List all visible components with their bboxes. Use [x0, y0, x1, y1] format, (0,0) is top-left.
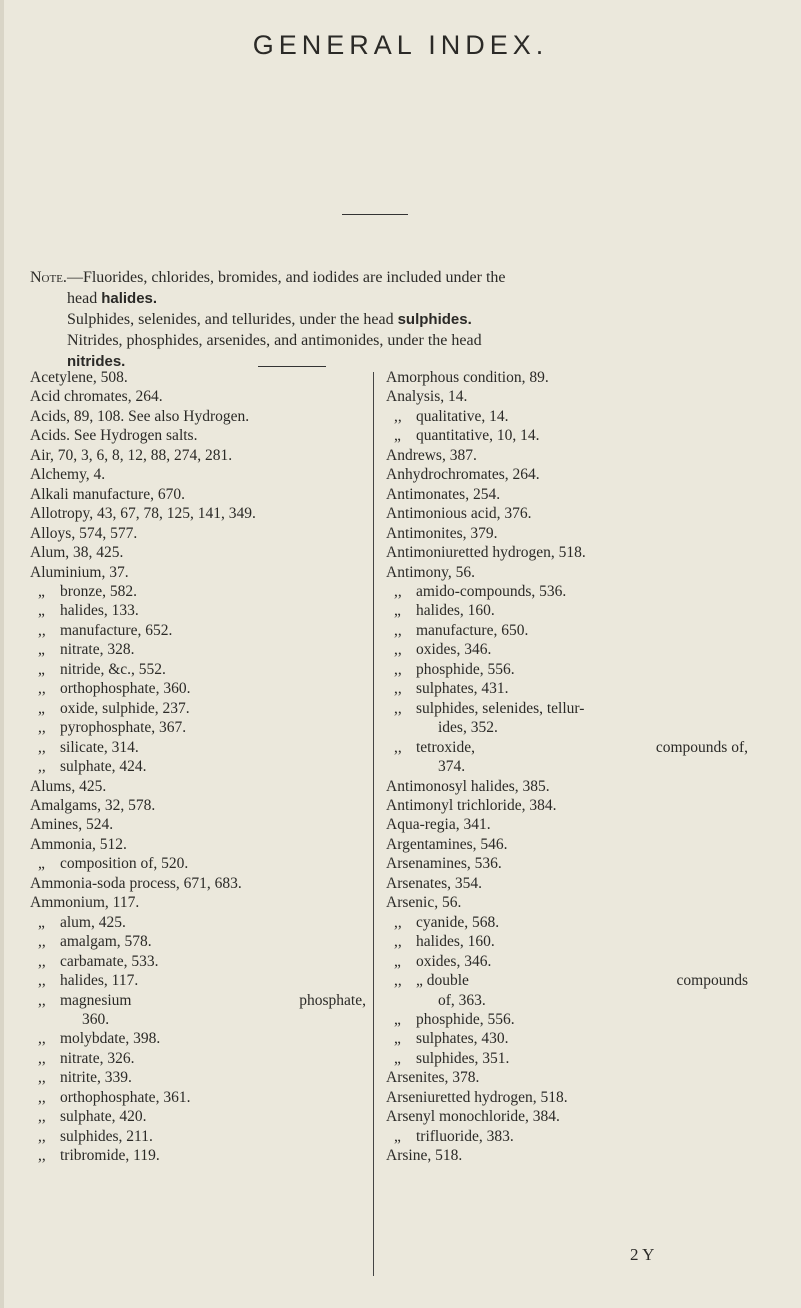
ditto-mark: „ — [394, 1010, 401, 1028]
index-subentry — [30, 913, 366, 932]
ditto-mark: ,, — [38, 1127, 46, 1145]
index-entry: Ammonia, 512. — [30, 835, 127, 853]
ditto-mark: ,, — [394, 641, 402, 659]
index-entry: Arsine, 518. — [386, 1147, 463, 1165]
index-subentry-text: nitrate, 326. — [60, 1049, 135, 1067]
ditto-mark: ,, — [38, 719, 46, 737]
index-entry: Alloys, 574, 577. — [30, 524, 138, 542]
index-subentry-text-part: „ double — [416, 972, 469, 990]
index-entry-continuation: 374. — [438, 758, 466, 776]
ditto-mark: ,, — [38, 621, 46, 639]
index-subentry — [30, 854, 366, 873]
index-entry-continuation: of, 363. — [438, 991, 486, 1009]
index-entry: Acids, 89, 108. See also Hydrogen. — [30, 407, 250, 425]
index-subentry-text — [416, 971, 748, 990]
index-entry: Alum, 38, 425. — [30, 544, 124, 562]
index-subentry-text: sulphides, selenides, tellur- — [416, 699, 585, 717]
index-subentry-text: molybdate, 398. — [60, 1030, 161, 1048]
index-subentry — [386, 699, 748, 718]
index-subentry-text: halides, 133. — [60, 602, 139, 620]
ditto-mark: „ — [38, 641, 45, 659]
index-subentry — [30, 991, 366, 1010]
index-entry-continuation: 360. — [82, 1010, 110, 1028]
note-line-1: Note.—Fluorides, chlorides, bromides, and iodides are included under the — [30, 269, 506, 286]
index-subentry — [386, 1127, 748, 1146]
ditto-mark: „ — [394, 1049, 401, 1067]
index-subentry — [386, 407, 748, 426]
index-entry: Antimonious acid, 376. — [386, 505, 532, 523]
index-subentry-text: halides, 117. — [60, 972, 139, 990]
index-entry: Amorphous condition, 89. — [386, 369, 549, 386]
index-subentry-text: sulphates, 431. — [416, 680, 509, 698]
index-subentry — [386, 621, 748, 640]
ditto-mark: ,, — [38, 1069, 46, 1087]
ditto-mark: ,, — [394, 407, 402, 425]
index-entry: Antimonites, 379. — [386, 524, 498, 542]
index-subentry — [386, 679, 748, 698]
note-line-3: Sulphides, selenides, and tellurides, under the head sulphides. — [67, 311, 472, 328]
index-subentry — [386, 426, 748, 445]
index-note — [30, 267, 790, 372]
index-subentry-text-part: phosphate, — [299, 991, 366, 1009]
index-subentry-text: nitrate, 328. — [60, 641, 135, 659]
index-subentry — [386, 1049, 748, 1068]
index-subentry-text-part: magnesium — [60, 991, 132, 1009]
index-subentry — [30, 1088, 366, 1107]
index-entry: Allotropy, 43, 67, 78, 125, 141, 349. — [30, 505, 256, 523]
index-subentry — [30, 601, 366, 620]
index-subentry-text: sulphates, 430. — [416, 1030, 509, 1048]
index-subentry — [30, 660, 366, 679]
index-subentry-text-part: compounds of, — [655, 738, 748, 756]
index-subentry-text: phosphide, 556. — [416, 660, 515, 678]
index-subentry — [386, 738, 748, 757]
index-subentry — [30, 952, 366, 971]
index-subentry-text: qualitative, 14. — [416, 407, 509, 425]
ditto-mark: „ — [394, 427, 401, 445]
ditto-mark: ,, — [38, 1049, 46, 1067]
column-divider — [373, 372, 374, 1276]
index-subentry — [386, 971, 748, 990]
index-subentry — [386, 952, 748, 971]
index-entry: Argentamines, 546. — [386, 835, 508, 853]
index-entry: Acids. See Hydrogen salts. — [30, 427, 198, 445]
index-entry: Alchemy, 4. — [30, 466, 106, 484]
index-entry: Aluminium, 37. — [30, 563, 129, 581]
index-subentry-text: sulphides, 211. — [60, 1127, 153, 1145]
index-subentry-text: manufacture, 652. — [60, 621, 173, 639]
index-subentry-text: halides, 160. — [416, 602, 495, 620]
index-entry: Alums, 425. — [30, 777, 107, 795]
ditto-mark: ,, — [38, 952, 46, 970]
index-entry: Antimony, 56. — [386, 563, 475, 581]
index-subentry-text: trifluoride, 383. — [416, 1127, 514, 1145]
index-subentry-text: oxide, sulphide, 237. — [60, 699, 190, 717]
index-subentry-text: amalgam, 578. — [60, 933, 152, 951]
index-subentry — [30, 1107, 366, 1126]
index-entry: Air, 70, 3, 6, 8, 12, 88, 274, 281. — [30, 446, 233, 464]
index-entry: Ammonia-soda process, 671, 683. — [30, 874, 242, 892]
ditto-mark: ,, — [38, 1108, 46, 1126]
note-line-2: head halides. — [67, 290, 158, 307]
ditto-mark: ,, — [394, 680, 402, 698]
index-entry: Andrews, 387. — [386, 446, 477, 464]
index-subentry-text-part: compounds — [676, 972, 748, 990]
index-entry: Arsenites, 378. — [386, 1069, 480, 1087]
ditto-mark: ,, — [38, 933, 46, 951]
index-subentry — [386, 1010, 748, 1029]
index-subentry — [30, 582, 366, 601]
note-line-4: Nitrides, phosphides, arsenides, and antimonides, under the head — [67, 332, 482, 349]
index-subentry-text: cyanide, 568. — [416, 913, 500, 931]
index-subentry — [30, 679, 366, 698]
index-subentry-text: oxides, 346. — [416, 641, 492, 659]
index-entry: Analysis, 14. — [386, 388, 468, 406]
index-subentry — [30, 932, 366, 951]
index-subentry-text: nitride, &c., 552. — [60, 660, 166, 678]
ditto-mark: ,, — [38, 1088, 46, 1106]
index-subentry-text: nitrite, 339. — [60, 1069, 132, 1087]
ditto-mark: ,, — [394, 913, 402, 931]
title-rule — [342, 214, 408, 215]
index-entry: Amines, 524. — [30, 816, 114, 834]
ditto-mark: „ — [394, 1127, 401, 1145]
index-subentry-text: bronze, 582. — [60, 582, 138, 600]
index-subentry — [30, 718, 366, 737]
index-subentry — [386, 932, 748, 951]
ditto-mark: „ — [38, 660, 45, 678]
index-entry: Alkali manufacture, 670. — [30, 485, 185, 503]
index-entry: Ammonium, 117. — [30, 894, 140, 912]
index-subentry-text: composition of, 520. — [60, 855, 189, 873]
index-subentry-text: silicate, 314. — [60, 738, 139, 756]
index-entry: Antimonates, 254. — [386, 485, 501, 503]
ditto-mark: „ — [394, 602, 401, 620]
note-head-sulphides: sulphides. — [397, 311, 472, 328]
index-subentry — [386, 640, 748, 659]
note-rule — [258, 366, 326, 367]
ditto-mark: „ — [38, 602, 45, 620]
index-subentry — [386, 913, 748, 932]
index-subentry — [30, 699, 366, 718]
index-subentry — [30, 1049, 366, 1068]
index-subentry-text-part: tetroxide, — [416, 738, 475, 756]
index-subentry-text — [60, 991, 366, 1010]
ditto-mark: ,, — [394, 972, 402, 990]
ditto-mark: ,, — [394, 738, 402, 756]
index-subentry — [30, 621, 366, 640]
index-subentry-text: pyrophosphate, 367. — [60, 719, 187, 737]
index-subentry — [30, 1029, 366, 1048]
ditto-mark: „ — [394, 1030, 401, 1048]
index-entry-continuation: ides, 352. — [438, 719, 498, 737]
ditto-mark: ,, — [394, 621, 402, 639]
ditto-mark: ,, — [38, 972, 46, 990]
ditto-mark: ,, — [38, 1030, 46, 1048]
index-subentry — [386, 1029, 748, 1048]
index-entry: Anhydrochromates, 264. — [386, 466, 540, 484]
index-subentry — [386, 601, 748, 620]
ditto-mark: „ — [38, 855, 45, 873]
index-subentry-text: orthophosphate, 361. — [60, 1088, 191, 1106]
index-subentry-text: oxides, 346. — [416, 952, 492, 970]
index-entry: Antimonyl trichloride, 384. — [386, 796, 557, 814]
index-subentry-text: orthophosphate, 360. — [60, 680, 191, 698]
index-entry: Amalgams, 32, 578. — [30, 796, 156, 814]
ditto-mark: ,, — [38, 991, 46, 1009]
index-subentry-text: quantitative, 10, 14. — [416, 427, 540, 445]
index-subentry-text: manufacture, 650. — [416, 621, 529, 639]
index-subentry-text: amido-compounds, 536. — [416, 582, 567, 600]
index-subentry — [30, 971, 366, 990]
ditto-mark: ,, — [394, 582, 402, 600]
ditto-mark: ,, — [394, 933, 402, 951]
index-entry: Arsenates, 354. — [386, 874, 482, 892]
ditto-mark: ,, — [38, 680, 46, 698]
page-edge-shadow — [0, 0, 4, 1308]
index-subentry-text: phosphide, 556. — [416, 1010, 515, 1028]
index-entry: Arseniuretted hydrogen, 518. — [386, 1088, 568, 1106]
index-entry: Arsenic, 56. — [386, 894, 462, 912]
ditto-mark: „ — [38, 582, 45, 600]
index-entry: Acetylene, 508. — [30, 369, 128, 386]
index-subentry-text: sulphides, 351. — [416, 1049, 510, 1067]
index-subentry — [30, 1127, 366, 1146]
index-subentry — [30, 1146, 366, 1165]
index-entry: Arsenyl monochloride, 384. — [386, 1108, 560, 1126]
index-entry: Antimonosyl halides, 385. — [386, 777, 550, 795]
note-label: Note. — [30, 269, 67, 286]
index-subentry — [30, 640, 366, 659]
index-subentry-text: sulphate, 420. — [60, 1108, 147, 1126]
signature-mark: 2 Y — [630, 1245, 655, 1264]
index-subentry — [30, 738, 366, 757]
index-entry: Aqua-regia, 341. — [386, 816, 491, 834]
index-entry: Acid chromates, 264. — [30, 388, 163, 406]
ditto-mark: ,, — [394, 699, 402, 717]
page-title: GENERAL INDEX. — [252, 30, 549, 60]
ditto-mark: ,, — [38, 758, 46, 776]
index-subentry-text: alum, 425. — [60, 913, 126, 931]
index-subentry — [386, 582, 748, 601]
index-column-right — [386, 368, 748, 1166]
ditto-mark: ,, — [394, 660, 402, 678]
note-head-halides: halides. — [101, 290, 158, 307]
index-subentry — [30, 1068, 366, 1087]
index-subentry — [386, 660, 748, 679]
index-subentry-text: tribromide, 119. — [60, 1147, 160, 1165]
index-subentry-text: carbamate, 533. — [60, 952, 159, 970]
index-entry: Antimoniuretted hydrogen, 518. — [386, 544, 586, 562]
index-subentry-text: halides, 160. — [416, 933, 495, 951]
index-entry: Arsenamines, 536. — [386, 855, 502, 873]
index-subentry — [30, 757, 366, 776]
ditto-mark: „ — [38, 699, 45, 717]
ditto-mark: ,, — [38, 1147, 46, 1165]
ditto-mark: ,, — [38, 738, 46, 756]
index-subentry-text: sulphate, 424. — [60, 758, 147, 776]
index-column-left — [30, 368, 366, 1166]
note-head-nitrides: nitrides. — [67, 353, 126, 370]
index-subentry-text — [416, 738, 748, 757]
ditto-mark: „ — [394, 952, 401, 970]
ditto-mark: „ — [38, 913, 45, 931]
